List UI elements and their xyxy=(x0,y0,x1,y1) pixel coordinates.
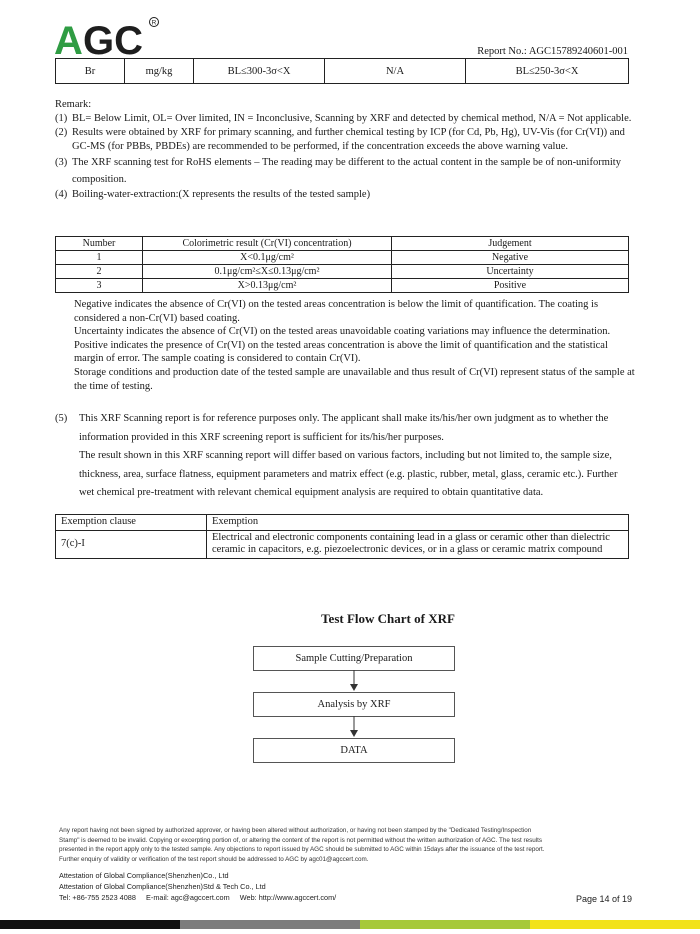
table-row xyxy=(56,530,629,558)
footer-color-bar xyxy=(0,920,700,934)
column-header: Colorimetric result (Cr(VI) concentration) xyxy=(143,237,392,251)
contact-line: Tel: +86-755 2523 4088 E-mail: agc@agccert.com Web: http://www.agccert.com/ xyxy=(59,893,337,902)
xrf-flow-chart xyxy=(237,603,539,773)
exemption-text-cell: Electrical and electronic components containing lead in a glass or ceramic other than dielectric ceramic in capacitors, e.g. piezoelectronic devices, or in a glass or ceramic matrix compound xyxy=(207,530,629,558)
remark-section xyxy=(55,98,633,202)
br-result-table xyxy=(55,58,629,84)
section5-text-2: The result shown in this XRF scanning report will differ based on various factors, including but not limited to, the sample size, thickness, area, surface flatness, equipment parameters and matrix effect (e.g. plastic, rubber, metal, glass, ceramic etc.). Further wet chemical pre-treatment with relevant chemical equipment analysis are required to obtain quantitative data. xyxy=(79,450,618,499)
company-name: Attestation of Global Compliance(Shenzhen)Std & Tech Co., Ltd xyxy=(59,882,266,891)
remark-item-3: (3) The XRF scanning test for RoHS elements – The reading may be different to the actual content in the sample be of non-uniformity composition. xyxy=(55,157,621,185)
criterion-cell: BL≤300-3σ<X xyxy=(194,59,325,84)
flow-step-sample-preparation: Sample Cutting/Preparation xyxy=(253,646,455,671)
unit-cell: mg/kg xyxy=(125,59,194,84)
storage-note: Storage conditions and production date of the tested sample are unavailable and thus result of Cr(VI) represent status of the sample at the time of testing. xyxy=(74,366,635,392)
svg-text:R: R xyxy=(151,19,157,27)
judgement-notes xyxy=(74,298,636,393)
page-number: Page 14 of 19 xyxy=(575,894,632,904)
criterion-cell: BL≤250-3σ<X xyxy=(466,59,629,84)
footer-disclaimer: Any report having not been signed by authorized approver, or having been altered without authorization, or having not been stamped by the "Dedicated Testing/Inspection Stamp" is deemed to be invalid. Copying or excerpting portion of, or altering the content of the report is not permitted without the written authorization of AGC. The test results presented in the report apply only to the tested sample. Any objections to report issued by AGC should be submitted to AGC within 15days after the issuance of the test report. Further enquiry of validity or verification of the test report should be addressed to AGC by agc01@agccert.com. xyxy=(59,827,545,863)
remark-item-5: (5) This XRF Scanning report is for reference purposes only. The applicant shall make its/his/her own judgment as to whether the information provided in this XRF screening report is sufficient for its/his/her purposes. The result shown in this XRF scanning report will differ based on various factors, including but not limited to, the sample size, thickness, area, surface flatness, equipment parameters and matrix effect (e.g. plastic, rubber, metal, glass, ceramic etc.). Further wet chemical pre-treatment with relevant chemical equipment analysis are required to obtain quantitative data. xyxy=(55,410,635,503)
logo-letters-gc: GC xyxy=(83,19,143,60)
element-cell: Br xyxy=(56,59,125,84)
column-header: Judgement xyxy=(392,237,629,251)
column-header: Exemption xyxy=(207,515,629,531)
table-header-row xyxy=(56,237,629,251)
remark-item-2: (2) Results were obtained by XRF for primary scanning, and further chemical testing by ICP (for Cd, Pb, Hg), UV-Vis (for Cr(VI)) and GC-MS (for PBBs, PBDEs) are recommended to be performed, if the concentration exceeds the above warning value. xyxy=(55,127,625,152)
exemption-table xyxy=(55,514,629,559)
report-number: Report No.: AGC15789240601-001 xyxy=(477,46,628,57)
flow-step-analysis: Analysis by XRF xyxy=(253,692,455,717)
column-header: Number xyxy=(56,237,143,251)
flow-step-data: DATA xyxy=(253,738,455,763)
remark-title: Remark: xyxy=(55,99,92,110)
table-row: 1 X<0.1μg/cm² Negative xyxy=(56,251,629,265)
agc-logo xyxy=(54,14,164,60)
logo-letter-a: A xyxy=(54,19,83,60)
uncertainty-note: Uncertainty indicates the absence of Cr(VI) on the tested areas unavoidable coating variations may influence the determination. xyxy=(74,326,611,338)
remark-item-4: (4) Boiling-water-extraction:(X represents the results of the tested sample) xyxy=(55,189,371,200)
section5-text-1: This XRF Scanning report is for reference purposes only. The applicant shall make its/his/her own judgment as to whether the information provided in this XRF screening report is sufficient for its/his/her purposes. xyxy=(79,413,609,443)
positive-note: Positive indicates the presence of Cr(VI) on the tested areas concentration is above the limit of quantification and the statistical margin of error. The sample coating is considered to contain Cr(VI). xyxy=(74,339,608,365)
agc-logo-mark xyxy=(54,14,164,60)
company-name: Attestation of Global Compliance(Shenzhen)Co., Ltd xyxy=(59,871,229,880)
table-header-row xyxy=(56,515,629,531)
table-row: 3 X>0.13μg/cm² Positive xyxy=(56,279,629,293)
remark-item-1: (1) BL= Below Limit, OL= Over limited, IN = Inconclusive, Scanning by XRF and detected by chemical method, N/A = Not applicable. xyxy=(55,113,632,124)
column-header: Exemption clause xyxy=(56,515,207,531)
arrow-down-icon xyxy=(349,716,359,738)
boiling-water-extraction-table xyxy=(55,236,629,293)
table-row xyxy=(56,59,629,84)
table-row: 2 0.1μg/cm²≤X≤0.13μg/cm² Uncertainty xyxy=(56,265,629,279)
flow-chart-title: Test Flow Chart of XRF xyxy=(321,611,455,626)
arrow-down-icon xyxy=(349,670,359,692)
footer-attestation xyxy=(59,870,336,903)
negative-note: Negative indicates the absence of Cr(VI) on the tested areas concentration is below the limit of quantification. The coating is considered a non-Cr(VI) based coating. xyxy=(74,299,599,324)
result-cell: N/A xyxy=(325,59,466,84)
exemption-clause-cell: 7(c)-I xyxy=(56,530,207,558)
